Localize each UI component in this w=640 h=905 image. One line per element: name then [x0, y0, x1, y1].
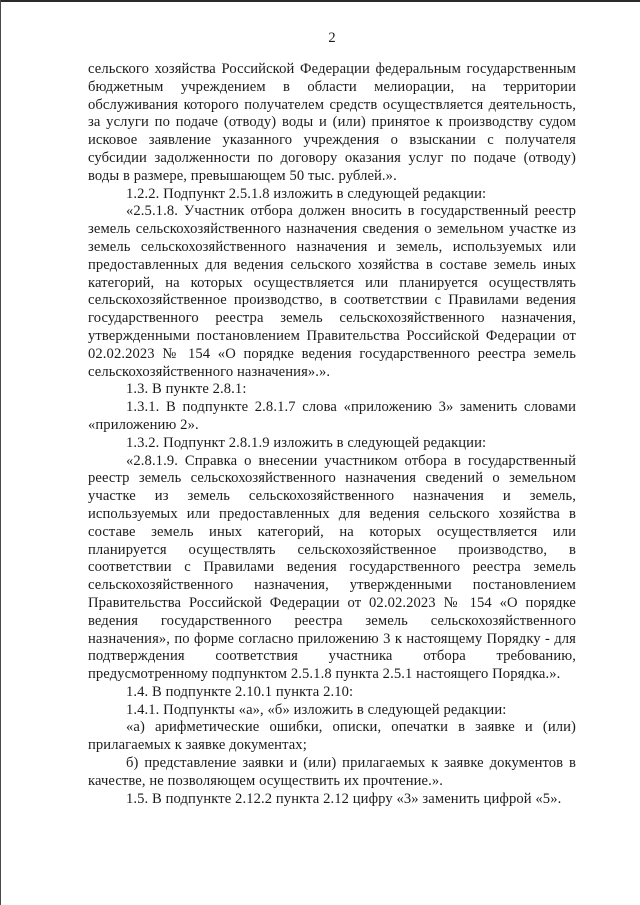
paragraph: 1.5. В подпункте 2.12.2 пункта 2.12 цифру «3» заменить цифрой «5».: [126, 790, 562, 807]
scan-artifact-left: [0, 0, 1, 905]
paragraph: «2.8.1.9. Справка о внесении участником отбора в государственный реестр земель сельскохозяйственного назначения сведений о земельном участке из земель сельскохозяйственного назначения и земель, используемых или предоставленных для ведения сельского хозяйства в составе земель иных категорий, на которых осуществляется или планируется осуществлять сельскохозяйственное производство, в соответствии с Правилами ведения государственного реестра земель сельскохозяйственного назначения, утвержденными постановлением Правительства Российской Федерации от 02.02.2023 № 154 «О порядке ведения государственного реестра земель сельскохозяйственного назначения», по форме согласно приложению 3 к настоящему Порядку - для подтверждения соответствия участника отбора требованию, предусмотренному подпунктом 2.5.1.8 пункта 2.5.1 настоящего Порядка.».: [88, 452, 576, 683]
paragraph: сельского хозяйства Российской Федерации федеральным государственным бюджетным учреждением в области мелиорации, на территории обслуживания которого получателем средств осуществляется деятельность, за услуги по подаче (отводу) воды и (или) принятое к производству судом исковое заявление указанного учреждения о взыскании с получателя субсидии задолженности по договору оказания услуг по подаче (отводу) воды в размере, превышающем 50 тыс. рублей.».: [88, 61, 576, 184]
paragraph: 1.3. В пункте 2.8.1:: [126, 381, 247, 398]
paragraph: «а) арифметические ошибки, описки, опечатки в заявке и (или) прилагаемых к заявке документах;: [88, 719, 576, 754]
paragraph: б) представление заявки и (или) прилагаемых к заявке документов в качестве, не позволяющем осуществить их прочтение.».: [88, 755, 576, 789]
paragraph: 1.4. В подпункте 2.10.1 пункта 2.10:: [126, 683, 354, 700]
paragraph: 1.3.1. В подпункте 2.8.1.7 слова «приложению 3» заменить словами «приложению 2».: [88, 399, 576, 433]
page-number: 2: [328, 30, 336, 46]
scan-artifact-top: [0, 0, 640, 2]
paragraph: «2.5.1.8. Участник отбора должен вносить в государственный реестр земель сельскохозяйственного назначения сведения о земельном участке из земель сельскохозяйственного назначения и земель, используемых или предоставленных для ведения сельского хозяйства в составе земель иных категорий, на которых осуществляется или планируется осуществлять сельскохозяйственное производство, в соответствии с Правилами ведения государственного реестра земель сельскохозяйственного назначения, утвержденными постановлением Правительства Российской Федерации от 02.02.2023 № 154 «О порядке ведения государственного реестра земель сельскохозяйственного назначения».».: [88, 203, 576, 380]
paragraph: 1.4.1. Подпункты «а», «б» изложить в следующей редакции:: [126, 701, 507, 718]
document-body: [88, 61, 576, 808]
paragraph: 1.3.2. Подпункт 2.8.1.9 изложить в следующей редакции:: [126, 434, 487, 451]
paragraph: 1.2.2. Подпункт 2.5.1.8 изложить в следующей редакции:: [126, 185, 487, 202]
